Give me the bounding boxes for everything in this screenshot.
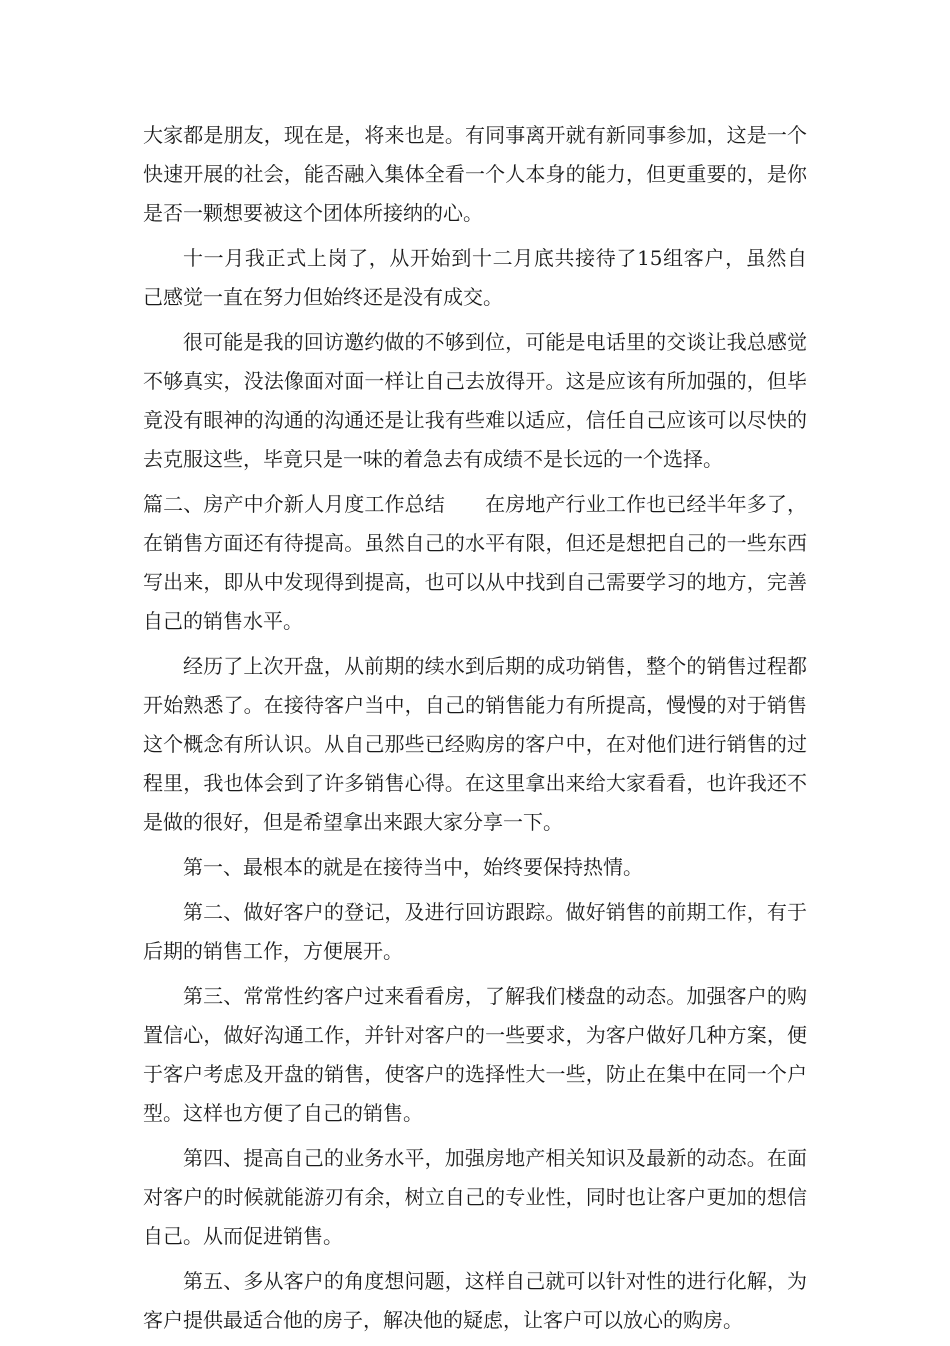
document-body (143, 116, 807, 1346)
paragraph-experience: 经历了上次开盘，从前期的续水到后期的成功销售，整个的销售过程都开始熟悉了。在接待客户当中，自己的销售能力有所提高，慢慢的对于销售这个概念有所认识。从自己那些已经购房的客户中，在对他们进行销售的过程里，我也体会到了许多销售心得。在这里拿出来给大家看看，也许我还不是做的很好，但是希望拿出来跟大家分享一下。 (143, 654, 807, 834)
paragraph-section-two (143, 485, 807, 641)
paragraph-point-three: 第三、常常性约客户过来看看房，了解我们楼盘的动态。加强客户的购置信心，做好沟通工作，并针对客户的一些要求，为客户做好几种方案，便于客户考虑及开盘的销售，使客户的选择性大一些，防止在集中在同一个户型。这样也方便了自己的销售。 (143, 984, 807, 1125)
paragraph-point-two: 第二、做好客户的登记，及进行回访跟踪。做好销售的前期工作，有于后期的销售工作，方便展开。 (143, 900, 807, 963)
section-two-body: 在房地产行业工作也已经半年多了，在销售方面还有待提高。虽然自己的水平有限，但还是想把自己的一些东西写出来，即从中发现得到提高，也可以从中找到自己需要学习的地方，完善自己的销售水平。 (143, 492, 808, 633)
paragraph-intro-continued: 大家都是朋友，现在是，将来也是。有同事离开就有新同事参加，这是一个快速开展的社会，能否融入集体全看一个人本身的能力，但更重要的，是你是否一颗想要被这个团体所接纳的心。 (143, 123, 807, 225)
paragraph-point-four: 第四、提高自己的业务水平，加强房地产相关知识及最新的动态。在面对客户的时候就能游刃有余，树立自己的专业性，同时也让客户更加的想信自己。从而促进销售。 (143, 1146, 807, 1248)
section-heading: 篇二、房产中介新人月度工作总结 (143, 492, 445, 516)
paragraph-point-five: 第五、多从客户的角度想问题，这样自己就可以针对性的进行化解，为客户提供最适合他的房子，解决他的疑虑，让客户可以放心的购房。 (143, 1269, 807, 1332)
paragraph-point-one: 第一、最根本的就是在接待当中，始终要保持热情。 (183, 855, 643, 879)
paragraph-november: 十一月我正式上岗了，从开始到十二月底共接待了15组客户，虽然自己感觉一直在努力但始终还是没有成交。 (143, 246, 807, 309)
paragraph-follow-up: 很可能是我的回访邀约做的不够到位，可能是电话里的交谈让我总感觉不够真实，没法像面对面一样让自己去放得开。这是应该有所加强的，但毕竟没有眼神的沟通的沟通还是让我有些难以适应，信任自己应该可以尽快的去克服这些，毕竟只是一味的着急去有成绩不是长远的一个选择。 (143, 330, 807, 471)
